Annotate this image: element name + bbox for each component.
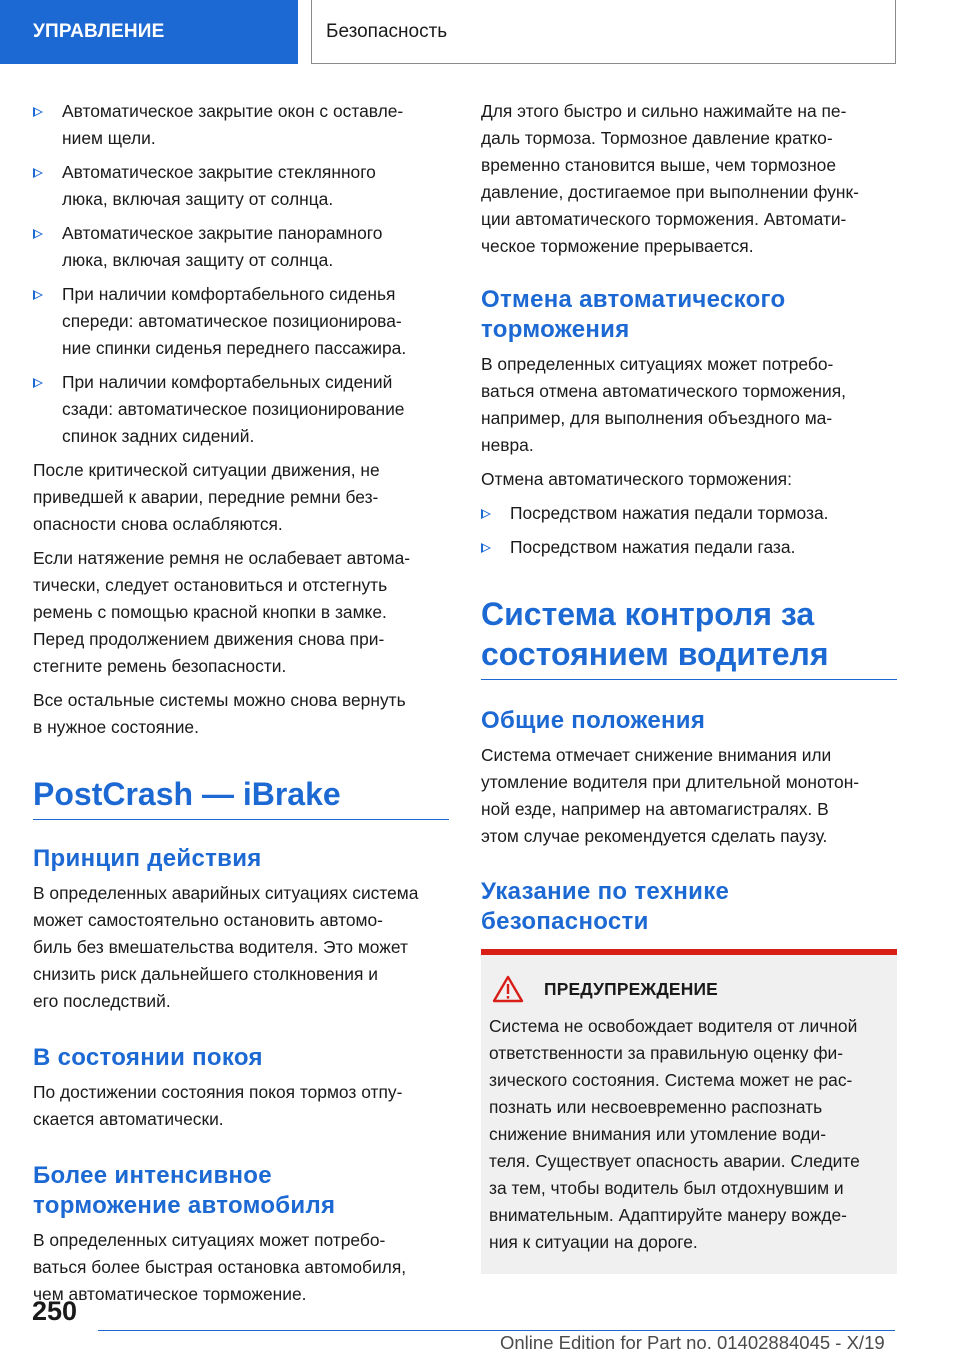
footer-divider xyxy=(98,1330,895,1331)
bullet-triangle-icon xyxy=(481,543,491,553)
bullet-triangle-icon xyxy=(33,168,43,178)
paragraph-general: Система отмечает снижение внимания или утомление водителя при длительной монотон- ной езде, например на автомагистралях. В этом случае рекомендуется сделать паузу. xyxy=(481,745,860,846)
list-item: При наличии комфортабельного сиденья спереди: автоматическое позиционирова- ние спинки сиденья переднего пассажира. xyxy=(33,281,449,362)
list-item: Посредством нажатия педали газа. xyxy=(481,534,897,561)
heading-safety-note: Указание по технике безопасности xyxy=(481,878,730,935)
bullet-triangle-icon xyxy=(33,378,43,388)
warning-triangle-icon xyxy=(492,975,524,1003)
heading-driver-monitoring: Система контроля за состоянием водителя xyxy=(481,594,897,680)
heading-general: Общие положения xyxy=(481,707,706,734)
paragraph-brake-pedal: Для этого быстро и сильно нажимайте на пе- даль тормоза. Тормозное давление кратко- временно становится выше, чем тормозное давление, достигаемое при выполнении функ- ции автоматического торможения. Автомати- ческое торможение прерывается. xyxy=(481,101,859,256)
paragraph-systems-restore: Все остальные системы можно снова вернуть в нужное состояние. xyxy=(33,690,406,737)
cancel-list xyxy=(481,500,897,561)
heading-cancel-braking: Отмена автоматического торможения xyxy=(481,286,786,343)
footer-edition: Online Edition for Part no. 01402884045 - X/19 xyxy=(500,1332,885,1353)
warning-text: Система не освобождает водителя от личной ответственности за правильную оценку фи- зического состояния. Система может не рас- познать или несвоевременно распознать снижение внимания или утомление води- теля. Существует опасность аварии. Следите за тем, чтобы водитель был отдохнувшим и внимательным. Адаптируйте манеру вожде- ния к ситуации на дороге. xyxy=(489,1016,860,1252)
page-number: 250 xyxy=(32,1296,78,1326)
heading-principle: Принцип действия xyxy=(33,845,262,872)
paragraph-at-rest: По достижении состояния покоя тормоз отпу- скается автоматически. xyxy=(33,1082,403,1129)
list-item: Автоматическое закрытие панорамного люка, включая защиту от солнца. xyxy=(33,220,449,274)
bullet-triangle-icon xyxy=(33,229,43,239)
bullet-triangle-icon xyxy=(481,509,491,519)
bullet-triangle-icon xyxy=(33,107,43,117)
paragraph-cancel-intro: Отмена автоматического торможения: xyxy=(481,469,792,489)
list-item: Автоматическое закрытие стеклянного люка, включая защиту от солнца. xyxy=(33,159,449,213)
heading-intense-braking: Более интенсивное торможение автомобиля xyxy=(33,1162,336,1219)
section-tab: УПРАВЛЕНИЕ xyxy=(0,0,298,64)
warning-header xyxy=(489,975,889,1003)
list-item: Автоматическое закрытие окон с оставле- нием щели. xyxy=(33,98,449,152)
heading-at-rest: В состоянии покоя xyxy=(33,1044,263,1071)
list-item: При наличии комфортабельных сидений сзади: автоматическое позиционирование спинок задних сидений. xyxy=(33,369,449,450)
bullet-triangle-icon xyxy=(33,290,43,300)
chapter-title: Безопасность xyxy=(311,0,896,64)
paragraph-principle: В определенных аварийных ситуациях система может самостоятельно остановить автомо- биль без вмешательства водителя. Это может снизить риск дальнейшего столкновения и его последствий. xyxy=(33,883,419,1011)
auto-close-list xyxy=(33,98,449,450)
warning-box xyxy=(481,949,897,1274)
left-column xyxy=(33,98,449,1315)
warning-title: ПРЕДУПРЕЖДЕНИЕ xyxy=(544,978,718,999)
list-item: Посредством нажатия педали тормоза. xyxy=(481,500,897,527)
heading-postcrash-ibrake: PostCrash — iBrake xyxy=(33,774,449,820)
right-column xyxy=(481,98,897,1274)
paragraph-belts-release: После критической ситуации движения, не приведшей к аварии, передние ремни без- опасности снова ослабляются. xyxy=(33,460,380,534)
paragraph-intense-braking: В определенных ситуациях может потребо- ваться более быстрая остановка автомобиля, чем автоматическое торможение. xyxy=(33,1230,407,1304)
paragraph-belt-unfasten: Если натяжение ремня не ослабевает автома- тически, следует остановиться и отстегнуть ремень с помощью красной кнопки в замке. Перед продолжением движения снова при- стегните ремень безопасности. xyxy=(33,548,411,676)
paragraph-cancel-braking: В определенных ситуациях может потребо- ваться отмена автоматического торможения, например, для выполнения объездного ма- невра. xyxy=(481,354,846,455)
